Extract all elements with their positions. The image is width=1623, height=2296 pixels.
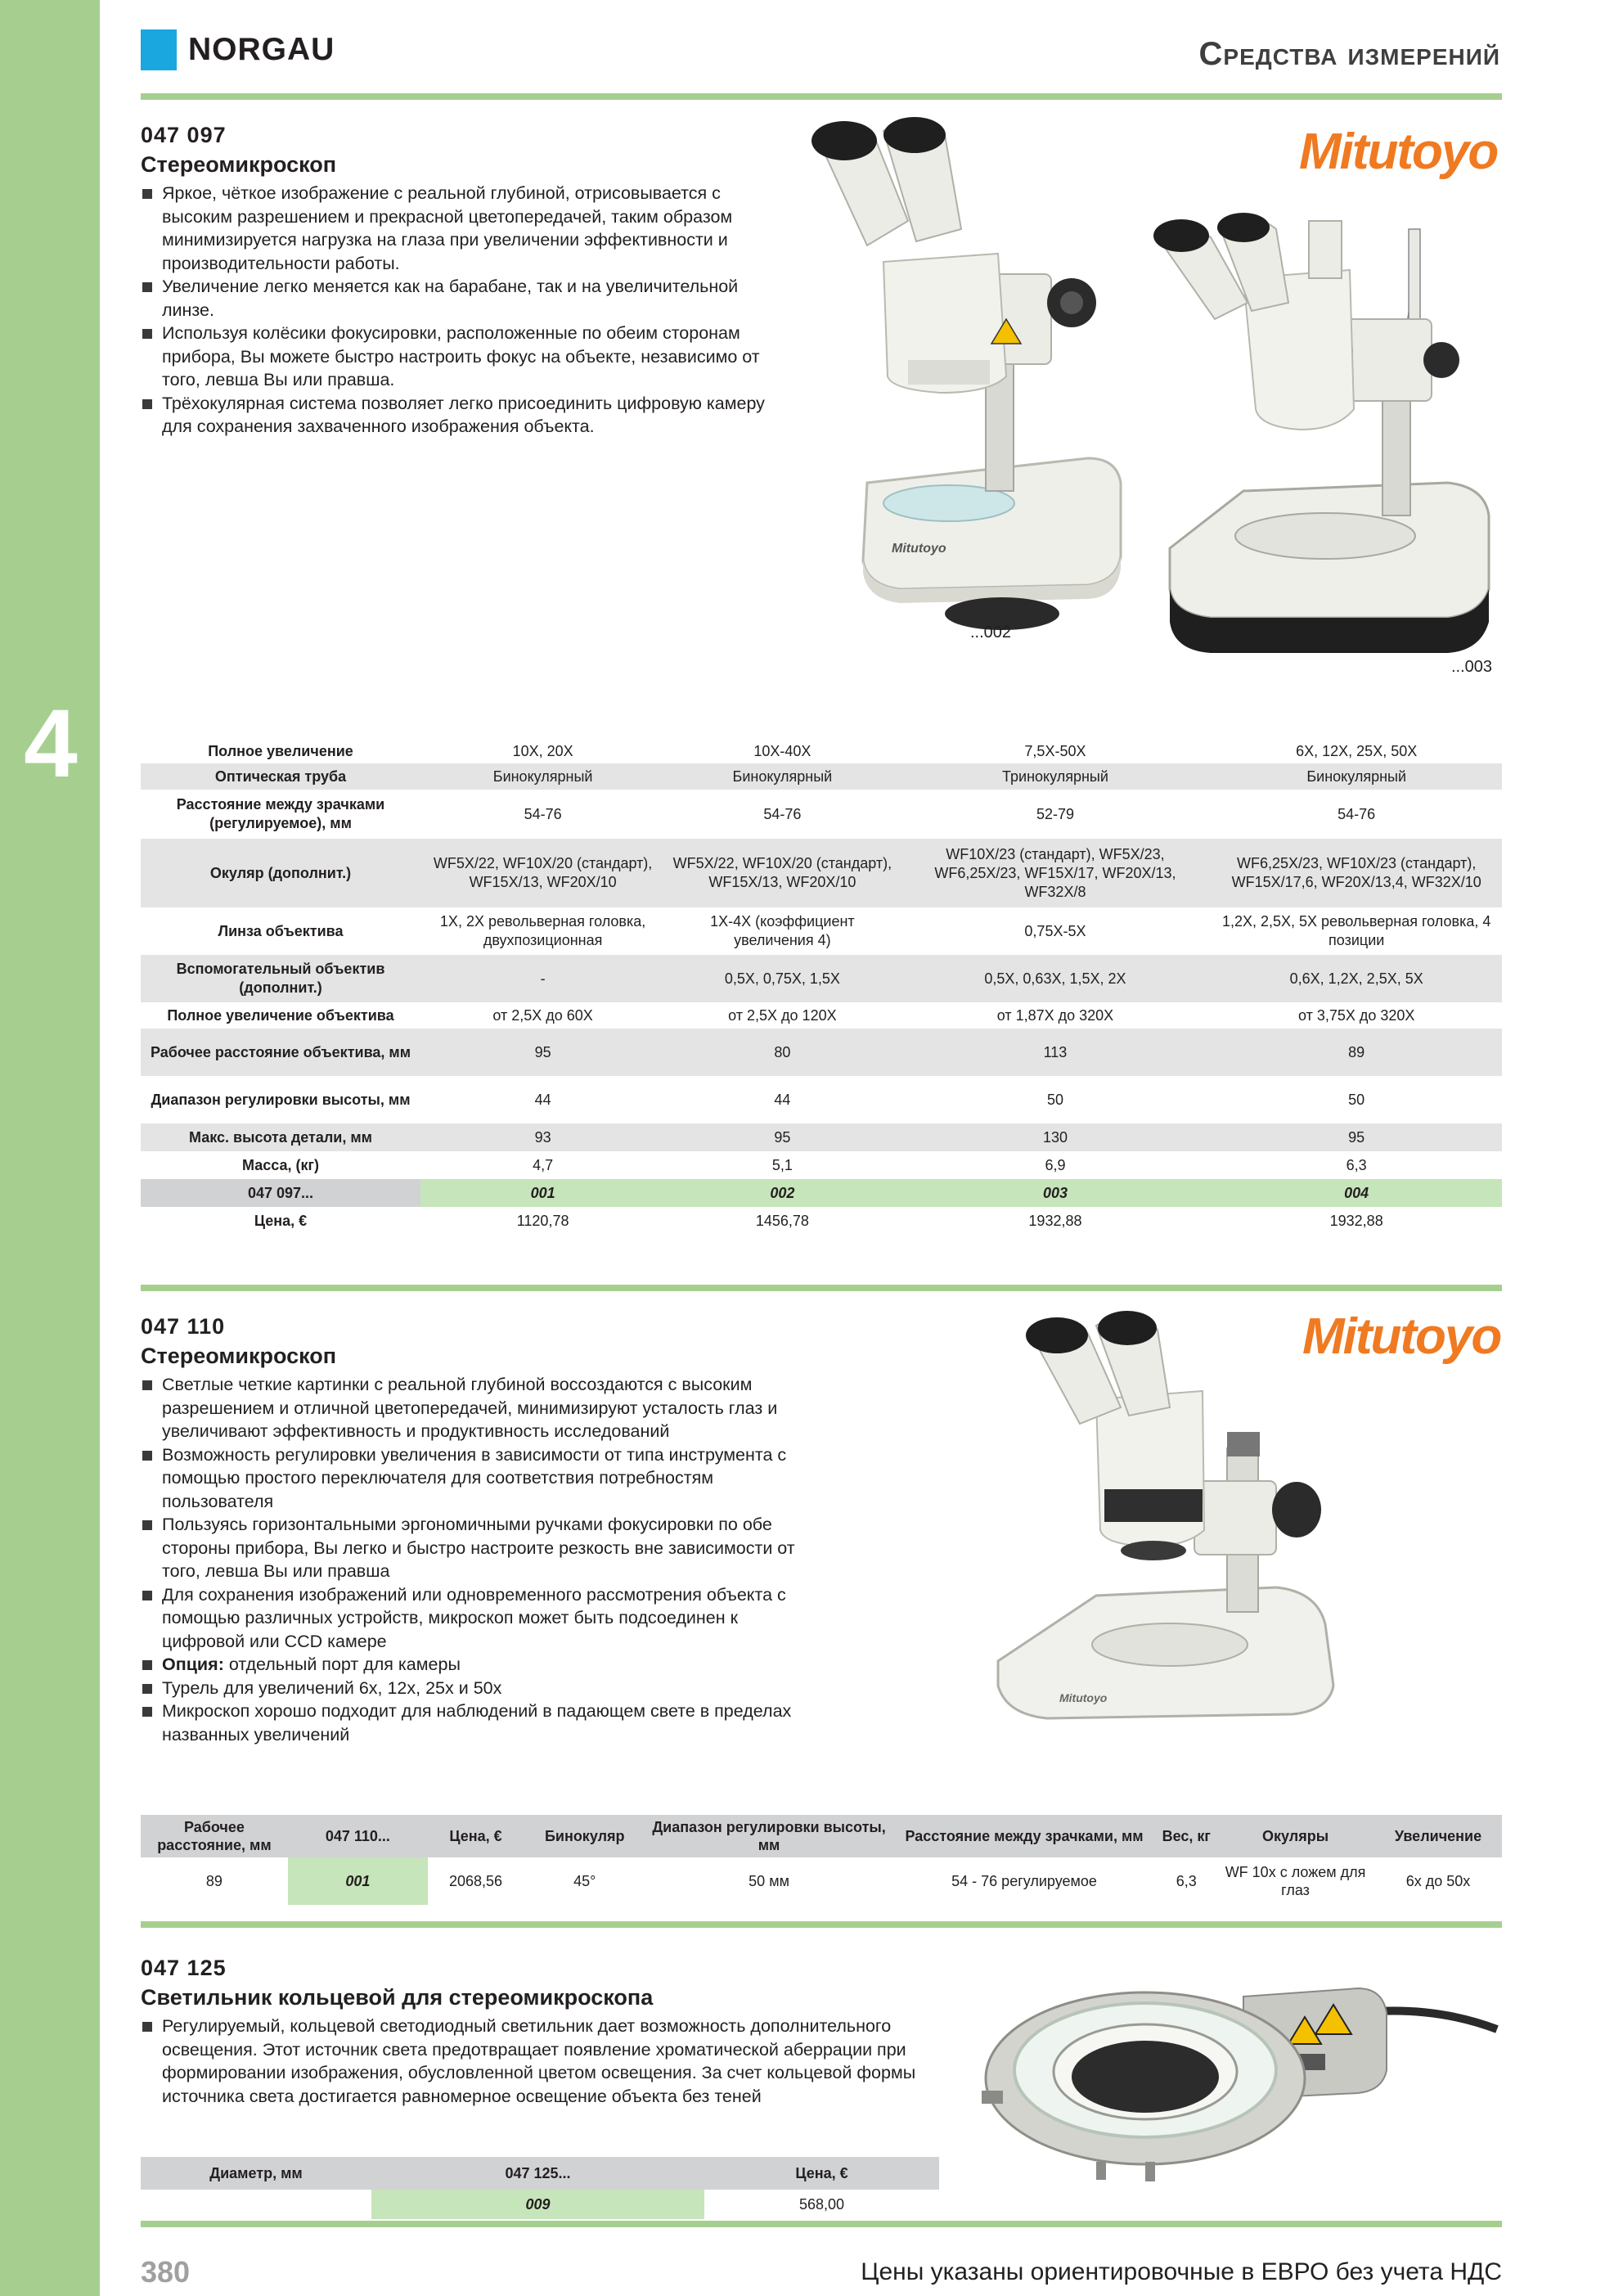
norgau-logo-icon	[141, 29, 177, 70]
table-cell: 54-76	[524, 805, 562, 822]
bullet-text: Возможность регулировки увеличения в зависимости от типа инструмента с помощью простого переключателя для соответствия потребностям пользователя	[162, 1444, 787, 1511]
table-cell: 0,6X, 1,2X, 2,5X, 5X	[1211, 955, 1502, 1002]
svg-text:Mitutoyo: Mitutoyo	[892, 542, 946, 556]
norgau-logo-text: NORGAU	[188, 32, 335, 67]
row-header: Полное увеличение	[208, 742, 353, 759]
column-header: Увеличение	[1374, 1815, 1502, 1857]
bullet-item: Используя колёсики фокусировки, расположенные по обеим сторонам прибора, Вы можете быстро настроить фокус на объекте, независимо от того, левша Вы или правша.	[141, 322, 795, 392]
table-cell: 89	[205, 1873, 223, 1889]
table-cell: 54-76	[1338, 805, 1376, 822]
row-header: Макс. высота детали, мм	[141, 1123, 420, 1151]
table-cell: 113	[900, 1029, 1212, 1076]
column-header: Цена, €	[428, 1815, 524, 1857]
table-cell: 10X-40X	[753, 742, 812, 759]
price-cell: 2068,56	[448, 1873, 503, 1889]
microscope-002-image	[785, 115, 1162, 655]
section-divider	[141, 1285, 1502, 1291]
table-cell: 7,5X-50X	[1024, 742, 1086, 759]
table-row	[141, 907, 1502, 955]
table-cell: 50 мм	[749, 1873, 789, 1889]
bullet-item	[141, 1583, 812, 1654]
table-cell: 1X, 2X револьверная головка, двухпозиционная	[439, 913, 646, 948]
table-cell: 93	[420, 1123, 665, 1151]
product-code: 047 097	[141, 123, 227, 147]
header-divider	[141, 93, 1502, 100]
table-cell: 45°	[573, 1873, 596, 1889]
row-header: Масса, (кг)	[242, 1156, 319, 1173]
section-title: Средства измерений	[1198, 36, 1500, 72]
table-cell: 10X, 20X	[512, 742, 573, 759]
table-cell: 95	[1211, 1123, 1502, 1151]
table-cell: 95	[420, 1029, 665, 1076]
bullet-item: Увеличение легко меняется как на барабане, так и на увеличительной линзе.	[141, 275, 795, 322]
table-row	[141, 763, 1502, 790]
table-row	[141, 2190, 939, 2219]
table-cell: 89	[1211, 1029, 1502, 1076]
product-code: 047 110	[141, 1314, 226, 1339]
table-row	[141, 839, 1502, 907]
mitutoyo-logo: Mitutoyo	[1302, 1308, 1501, 1365]
table-cell: Бинокулярный	[665, 763, 899, 790]
price-cell: 568,00	[798, 2195, 845, 2213]
table-row	[141, 1857, 1502, 1905]
table-row-codes	[141, 1179, 1502, 1207]
bullet-item	[141, 1513, 812, 1583]
order-code-cell: 003	[900, 1179, 1212, 1207]
table-cell: 0,75X-5X	[1024, 922, 1086, 939]
column-header: Окуляры	[1216, 1815, 1374, 1857]
column-header: Диапазон регулировки высоты, мм	[645, 1815, 892, 1857]
column-header: Цена, €	[704, 2157, 939, 2190]
table-cell: 6x до 50x	[1405, 1873, 1471, 1889]
bullet-text: Светлые четкие картинки с реальной глубиной воссоздаются с высоким разрешением и отличной цветопередачей, минимизируют усталость глаз и увеличивают эффективность и продуктивность исследований	[162, 1375, 778, 1441]
spec-table-047110	[141, 1815, 1502, 1905]
table-row	[141, 739, 1502, 763]
table-cell: от 1,87X до 320X	[996, 1006, 1114, 1024]
price-cell: 1120,78	[516, 1212, 569, 1229]
bullet-bold-label: Опция:	[162, 1654, 224, 1674]
table-row	[141, 790, 1502, 839]
product-title: Светильник кольцевой для стереомикроскопа	[141, 1985, 654, 2010]
bullet-text: Пользуясь горизонтальными эргономичными ручками фокусировки по обе стороны прибора, Вы легко и быстро настроите резкость вне зависимости от того, левша Вы или правша	[162, 1515, 795, 1581]
column-header: Бинокуляр	[524, 1815, 646, 1857]
bullet-item	[141, 1373, 812, 1443]
table-cell: 52-79	[1036, 805, 1074, 822]
footer-note: Цены указаны ориентировочные в ЕВРО без учета НДС	[861, 2258, 1502, 2285]
table-cell: 6,3	[1346, 1156, 1367, 1173]
page-number: 380	[141, 2255, 191, 2289]
product-description	[141, 182, 795, 439]
product-description	[141, 1373, 812, 1746]
table-cell: 54-76	[763, 805, 802, 822]
table-cell: Бинокулярный	[420, 763, 665, 790]
table-cell: WF 10x с ложем для глаз	[1225, 1864, 1366, 1898]
row-header: Вспомогательный объектив (дополнит.)	[141, 955, 420, 1002]
side-gap	[100, 0, 141, 2296]
row-header: Оптическая труба	[141, 763, 420, 790]
table-cell: 0,5X, 0,63X, 1,5X, 2X	[900, 955, 1212, 1002]
table-cell: 50	[1348, 1091, 1365, 1108]
column-header: Рабочее расстояние, мм	[141, 1815, 288, 1857]
bullet-item	[141, 1653, 812, 1677]
bullet-text: отдельный порт для камеры	[223, 1654, 461, 1674]
table-cell: 6X, 12X, 25X, 50X	[1296, 742, 1418, 759]
row-header: Окуляр (дополнит.)	[141, 839, 420, 907]
spec-table-047097	[141, 739, 1502, 1235]
bullet-item: Яркое, чёткое изображение с реальной глубиной, отрисовывается с высоким разрешением и прекрасной цветопередачей, таким образом минимизируется нагрузка на глаза при увеличении эффективности и производительности работы.	[141, 182, 795, 275]
table-cell: 5,1	[771, 1156, 793, 1173]
table-cell: WF5X/22, WF10X/20 (стандарт), WF15X/13, WF20X/10	[665, 839, 899, 907]
bullet-item	[141, 1699, 812, 1746]
row-header: Диапазон регулировки высоты, мм	[151, 1091, 411, 1108]
table-cell: 1X-4X (коэффициент увеличения 4)	[710, 913, 855, 948]
product-description	[141, 2015, 955, 2108]
image-label-003: ...003	[1451, 658, 1493, 676]
row-header: Расстояние между зрачками (регулируемое), мм	[176, 796, 385, 831]
table-cell: Бинокулярный	[1211, 763, 1502, 790]
column-header: 047 110...	[288, 1815, 428, 1857]
row-header: Полное увеличение объектива	[167, 1006, 394, 1024]
table-row	[141, 1029, 1502, 1076]
product-title: Стереомикроскоп	[141, 152, 337, 177]
table-cell: 50	[1046, 1091, 1063, 1108]
bullet-item: Регулируемый, кольцевой светодиодный светильник дает возможность дополнительного освещения. Этот источник света предотвращает появление хроматической аберрации при формировании изображения, обусловленной цветом освещения. За счет кольцевой формы источника света достигается равномерное освещение объекта без теней	[141, 2015, 955, 2108]
table-row	[141, 1002, 1502, 1029]
column-header: Диаметр, мм	[141, 2157, 371, 2190]
order-code-cell: 001	[288, 1857, 428, 1905]
table-cell: 130	[900, 1123, 1212, 1151]
column-header: Расстояние между зрачками, мм	[892, 1815, 1157, 1857]
microscope-047110-image	[982, 1301, 1358, 1743]
microscope-003-image	[1145, 205, 1505, 663]
table-header-row	[141, 1815, 1502, 1857]
order-code-cell: 002	[665, 1179, 899, 1207]
table-cell: -	[420, 955, 665, 1002]
column-header: Вес, кг	[1156, 1815, 1216, 1857]
table-cell: WF10X/23 (стандарт), WF5X/23, WF6,25X/23, WF15X/17, WF20X/13, WF32X/8	[900, 839, 1212, 907]
table-cell: 44	[774, 1091, 791, 1108]
spec-table-047125	[141, 2157, 939, 2219]
table-row	[141, 1076, 1502, 1123]
row-header: 047 097...	[141, 1179, 420, 1207]
table-cell: WF5X/22, WF10X/20 (стандарт), WF15X/13, WF20X/10	[420, 839, 665, 907]
table-cell: 0,5X, 0,75X, 1,5X	[665, 955, 899, 1002]
row-header: Рабочее расстояние объектива, мм	[141, 1029, 420, 1076]
row-header: Цена, €	[254, 1212, 308, 1229]
table-cell: от 2,5X до 120X	[728, 1006, 837, 1024]
column-header: 047 125...	[371, 2157, 704, 2190]
table-cell: 54 - 76 регулируемое	[951, 1873, 1097, 1889]
bullet-item	[141, 1443, 812, 1514]
table-cell: от 3,75X до 320X	[1297, 1006, 1415, 1024]
row-header: Линза объектива	[218, 922, 344, 939]
svg-text:Mitutoyo: Mitutoyo	[1059, 1691, 1108, 1704]
table-cell	[141, 2190, 371, 2219]
product-code: 047 125	[141, 1956, 227, 1980]
bullet-item: Трёхокулярная система позволяет легко присоединить цифровую камеру для сохранения захваченного изображения объекта.	[141, 392, 795, 439]
mitutoyo-logo: Mitutoyo	[1299, 124, 1498, 180]
ring-light-image	[973, 1947, 1505, 2193]
table-cell: Тринокулярный	[900, 763, 1212, 790]
table-cell: 44	[534, 1091, 551, 1108]
chapter-number: 4	[24, 690, 78, 798]
table-cell: 6,9	[1045, 1156, 1066, 1173]
price-cell: 1456,78	[755, 1212, 809, 1229]
table-cell: 80	[665, 1029, 899, 1076]
table-row-prices	[141, 1207, 1502, 1235]
bullet-text: Турель для увеличений 6x, 12x, 25x и 50x	[162, 1677, 502, 1698]
bullet-text: Микроскоп хорошо подходит для наблюдений в падающем свете в пределах названных увеличений	[162, 1701, 792, 1745]
order-code-cell: 009	[371, 2190, 704, 2219]
product-title: Стереомикроскоп	[141, 1344, 337, 1368]
bullet-item	[141, 1677, 812, 1700]
order-code-cell: 001	[420, 1179, 665, 1207]
chapter-side-band	[0, 0, 100, 2296]
bullet-text: Для сохранения изображений или одновременного рассмотрения объекта с помощью различных устройств, микроскоп может быть подсоединен к цифровой или CCD камере	[162, 1584, 786, 1651]
section-divider	[141, 1921, 1502, 1928]
table-header-row	[141, 2157, 939, 2190]
image-label-002: ...002	[970, 624, 1012, 642]
footer-divider	[141, 2221, 1502, 2227]
table-row	[141, 1123, 1502, 1151]
table-cell: WF6,25X/23, WF10X/23 (стандарт), WF15X/17,6, WF20X/13,4, WF32X/10	[1211, 839, 1502, 907]
price-cell: 1932,88	[1028, 1212, 1082, 1229]
table-cell: 4,7	[533, 1156, 554, 1173]
table-row	[141, 1151, 1502, 1179]
order-code-cell: 004	[1211, 1179, 1502, 1207]
price-cell: 1932,88	[1329, 1212, 1383, 1229]
table-cell: 1,2X, 2,5X, 5X револьверная головка, 4 позиции	[1221, 913, 1491, 948]
table-cell: 6,3	[1176, 1873, 1197, 1889]
table-cell: 95	[665, 1123, 899, 1151]
table-row	[141, 955, 1502, 1002]
table-cell: от 2,5X до 60X	[492, 1006, 593, 1024]
